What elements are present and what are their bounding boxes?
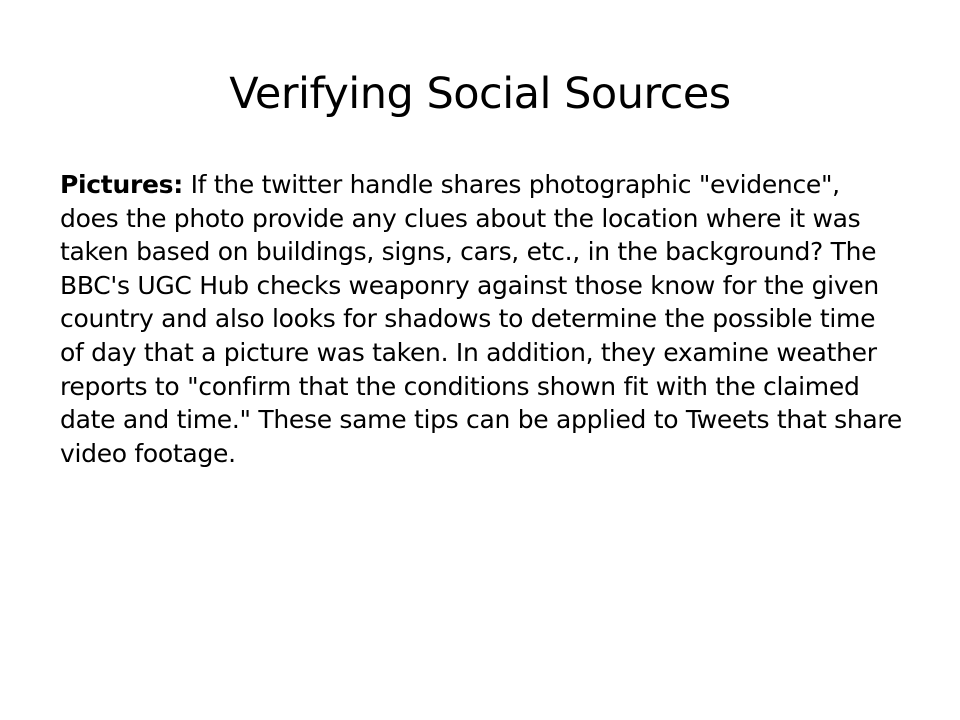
body-lead-label: Pictures: <box>60 170 183 199</box>
slide-body-paragraph <box>60 168 905 470</box>
slide-title: Verifying Social Sources <box>229 69 731 119</box>
body-text: If the twitter handle shares photographic "evidence", does the photo provide any clues about the location where it was taken based on buildings, signs, cars, etc., in the background? The BBC's UGC Hub checks weaponry against those know for the given country and also looks for shadows to determine the possible time of day that a picture was taken. In addition, they examine weather reports to "confirm that the conditions shown fit with the claimed date and time." These same tips can be applied to Tweets that share video footage. <box>60 170 902 468</box>
